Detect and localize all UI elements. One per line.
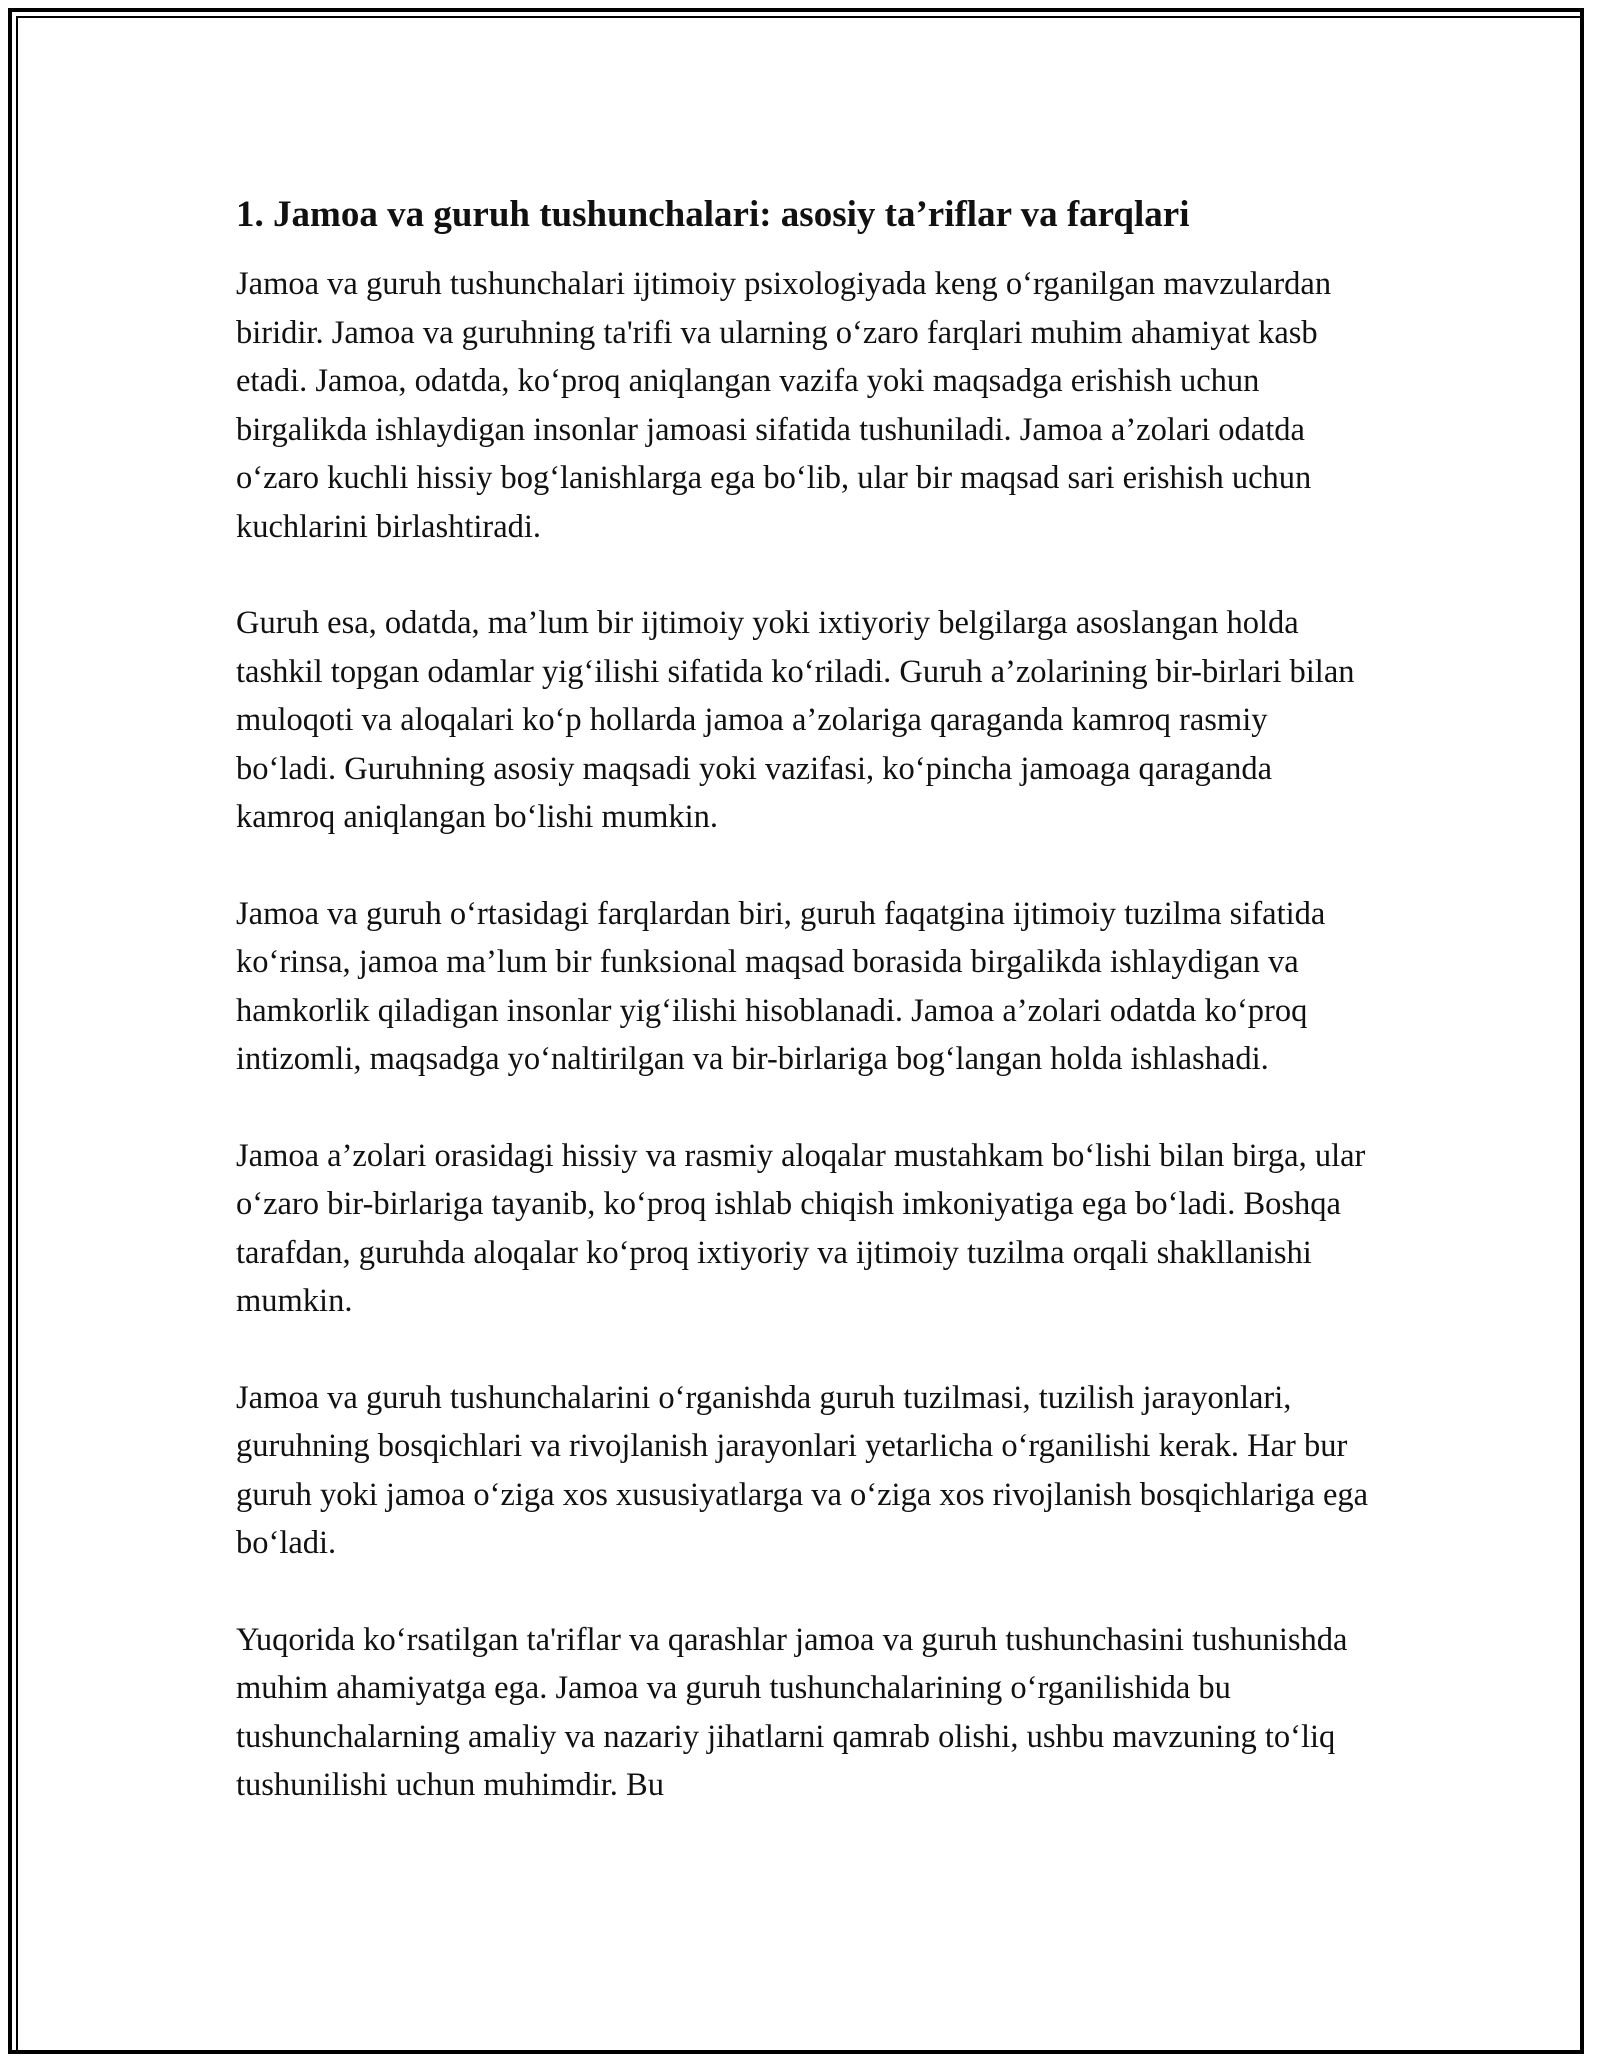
paragraph-1: Jamoa va guruh tushunchalari ijtimoiy psixologiyada keng o‘rganilgan mavzulardan biridir. Jamoa va guruhning ta'rifi va ularning o‘zaro farqlari muhim ahamiyat kasb etadi. Jamoa, odatda, ko‘proq aniqlangan vazifa yoki maqsadga erishish uchun birgalikda ishlaydigan insonlar jamoasi sifatida tushuniladi. Jamoa a’zolari odatda o‘zaro kuchli hissiy bog‘lanishlarga ega bo‘lib, ular bir maqsad sari erishish uchun kuchlarini birlashtiradi.: [236, 266, 1332, 545]
paragraph-2: Guruh esa, odatda, ma’lum bir ijtimoiy yoki ixtiyoriy belgilarga asoslangan holda tashkil topgan odamlar yig‘ilishi sifatida ko‘riladi. Guruh a’zolarining bir-birlari bilan muloqoti va aloqalari ko‘p hollarda jamoa a’zolariga qaraganda kamroq rasmiy bo‘ladi. Guruhning asosiy maqsadi yoki vazifasi, ko‘pincha jamoaga qaraganda kamroq aniqlangan bo‘lishi mumkin.: [236, 605, 1355, 835]
document-body: [236, 190, 1371, 1810]
paragraph-6: Yuqorida ko‘rsatilgan ta'riflar va qarashlar jamoa va guruh tushunchasini tushunishda muhim ahamiyatga ega. Jamoa va guruh tushunchalarining o‘rganilishida bu tushunchalarning amaliy va nazariy jihatlarni qamrab olishi, ushbu mavzuning to‘liq tushunilishi uchun muhimdir. Bu: [236, 1621, 1348, 1803]
section-heading: 1. Jamoa va guruh tushunchalari: asosiy ta’riflar va farqlari: [236, 194, 1190, 235]
paragraph-3: Jamoa va guruh o‘rtasidagi farqlardan biri, guruh faqatgina ijtimoiy tuzilma sifatida ko‘rinsa, jamoa ma’lum bir funksional maqsad borasida birgalikda ishlaydigan va hamkorlik qiladigan insonlar yig‘ilishi hisoblanadi. Jamoa a’zolari odatda ko‘proq intizomli, maqsadga yo‘naltirilgan va bir-birlariga bog‘langan holda ishlashadi.: [236, 895, 1326, 1077]
paragraph-4: Jamoa a’zolari orasidagi hissiy va rasmiy aloqalar mustahkam bo‘lishi bilan birga, ular o‘zaro bir-birlariga tayanib, ko‘proq ishlab chiqish imkoniyatiga ega bo‘ladi. Boshqa tarafdan, guruhda aloqalar ko‘proq ixtiyoriy va ijtimoiy tuzilma orqali shakllanishi mumkin.: [236, 1137, 1366, 1319]
paragraph-5: Jamoa va guruh tushunchalarini o‘rganishda guruh tuzilmasi, tuzilish jarayonlari, guruhning bosqichlari va rivojlanish jarayonlari yetarlicha o‘rganilishi kerak. Har bur guruh yoki jamoa o‘ziga xos xususiyatlarga va o‘ziga xos rivojlanish bosqichlariga ega bo‘ladi.: [236, 1379, 1369, 1561]
